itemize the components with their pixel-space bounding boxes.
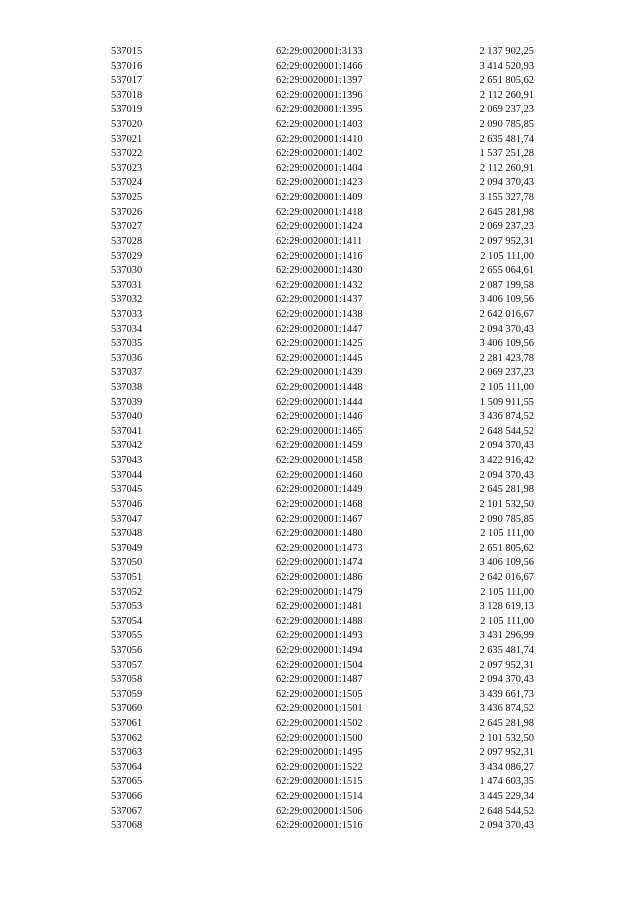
cadastral-number: 62:29:0020001:1460 (276, 469, 363, 481)
cadastral-value: 3 436 874,52 (479, 703, 534, 715)
cadastral-number: 62:29:0020001:1439 (276, 367, 363, 379)
cadastral-value: 3 434 086,27 (479, 761, 534, 773)
row-number: 537016 (111, 60, 143, 72)
cadastral-value: 3 422 916,42 (479, 455, 534, 467)
table-row (0, 279, 640, 294)
row-number: 537053 (111, 601, 143, 613)
table-row (0, 366, 640, 381)
row-number: 537048 (111, 528, 143, 540)
table-row (0, 235, 640, 250)
row-number: 537031 (111, 279, 143, 291)
row-number: 537025 (111, 192, 143, 204)
cadastral-value: 2 635 481,74 (479, 644, 534, 656)
row-number: 537035 (111, 338, 143, 350)
table-row (0, 702, 640, 717)
cadastral-number: 62:29:0020001:1465 (276, 425, 363, 437)
table-row (0, 600, 640, 615)
table-row (0, 819, 640, 834)
cadastral-number: 62:29:0020001:1502 (276, 718, 363, 730)
cadastral-value: 1 537 251,28 (479, 148, 534, 160)
cadastral-value: 1 474 603,35 (479, 776, 534, 788)
cadastral-value: 2 635 481,74 (479, 133, 534, 145)
cadastral-number: 62:29:0020001:1424 (276, 221, 363, 233)
row-number: 537034 (111, 323, 143, 335)
table-row (0, 103, 640, 118)
cadastral-value: 2 112 260,91 (479, 89, 534, 101)
cadastral-number: 62:29:0020001:1403 (276, 119, 363, 131)
row-number: 537064 (111, 761, 143, 773)
cadastral-value: 2 651 805,62 (479, 542, 534, 554)
row-number: 537067 (111, 805, 143, 817)
cadastral-number: 62:29:0020001:1515 (276, 776, 363, 788)
cadastral-number: 62:29:0020001:1505 (276, 688, 363, 700)
row-number: 537027 (111, 221, 143, 233)
table-row (0, 250, 640, 265)
cadastral-value: 2 645 281,98 (479, 718, 534, 730)
table-row (0, 498, 640, 513)
table-row (0, 586, 640, 601)
cadastral-value: 2 648 544,52 (479, 425, 534, 437)
table-row (0, 761, 640, 776)
cadastral-value: 2 069 237,23 (479, 367, 534, 379)
row-number: 537022 (111, 148, 143, 160)
row-number: 537032 (111, 294, 143, 306)
cadastral-value: 2 137 902,25 (479, 46, 534, 57)
table-row (0, 264, 640, 279)
row-number: 537056 (111, 644, 143, 656)
cadastral-value: 2 651 805,62 (479, 75, 534, 87)
table-row (0, 629, 640, 644)
table-row (0, 425, 640, 440)
cadastral-number: 62:29:0020001:1495 (276, 747, 363, 759)
row-number: 537052 (111, 586, 143, 598)
row-number: 537040 (111, 411, 143, 423)
cadastral-value: 2 105 111,00 (480, 382, 534, 394)
row-number: 537044 (111, 469, 143, 481)
row-number: 537055 (111, 630, 143, 642)
row-number: 537039 (111, 396, 143, 408)
row-number: 537068 (111, 820, 143, 832)
row-number: 537050 (111, 557, 143, 569)
cadastral-value: 3 436 874,52 (479, 411, 534, 423)
cadastral-value: 2 097 952,31 (479, 659, 534, 671)
cadastral-value: 2 112 260,91 (479, 162, 534, 174)
row-number: 537024 (111, 177, 143, 189)
row-number: 537057 (111, 659, 143, 671)
table-row (0, 513, 640, 528)
cadastral-number: 62:29:0020001:1468 (276, 498, 363, 510)
cadastral-number: 62:29:0020001:1466 (276, 60, 363, 72)
cadastral-value: 2 645 281,98 (479, 484, 534, 496)
cadastral-value: 3 128 619,13 (479, 601, 534, 613)
cadastral-value: 2 094 370,43 (479, 177, 534, 189)
cadastral-number: 62:29:0020001:1479 (276, 586, 363, 598)
table-row (0, 337, 640, 352)
cadastral-value: 3 406 109,56 (479, 294, 534, 306)
row-number: 537026 (111, 206, 143, 218)
cadastral-number: 62:29:0020001:1488 (276, 615, 363, 627)
cadastral-number: 62:29:0020001:1449 (276, 484, 363, 496)
row-number: 537038 (111, 382, 143, 394)
row-number: 537060 (111, 703, 143, 715)
table-row (0, 775, 640, 790)
table-row (0, 746, 640, 761)
row-number: 537046 (111, 498, 143, 510)
table-row (0, 717, 640, 732)
table-row (0, 293, 640, 308)
row-number: 537054 (111, 615, 143, 627)
table-row (0, 790, 640, 805)
cadastral-value: 2 094 370,43 (479, 323, 534, 335)
row-number: 537028 (111, 235, 143, 247)
cadastral-value: 2 105 111,00 (480, 528, 534, 540)
cadastral-number: 62:29:0020001:1397 (276, 75, 363, 87)
cadastral-value: 2 097 952,31 (479, 235, 534, 247)
cadastral-number: 62:29:0020001:1411 (276, 235, 363, 247)
row-number: 537058 (111, 674, 143, 686)
cadastral-number: 62:29:0020001:1425 (276, 338, 363, 350)
cadastral-number: 62:29:0020001:1395 (276, 104, 363, 116)
row-number: 537043 (111, 455, 143, 467)
cadastral-value: 2 655 064,61 (479, 265, 534, 277)
table-row (0, 308, 640, 323)
row-number: 537059 (111, 688, 143, 700)
cadastral-number: 62:29:0020001:1446 (276, 411, 363, 423)
table-row (0, 542, 640, 557)
table-row (0, 454, 640, 469)
cadastral-number: 62:29:0020001:1481 (276, 601, 363, 613)
cadastral-number: 62:29:0020001:1522 (276, 761, 363, 773)
row-number: 537019 (111, 104, 143, 116)
cadastral-value: 2 105 111,00 (480, 250, 534, 262)
table-row (0, 396, 640, 411)
table-row (0, 60, 640, 75)
row-number: 537021 (111, 133, 143, 145)
cadastral-value: 3 155 327,78 (479, 192, 534, 204)
cadastral-value: 3 414 520,93 (479, 60, 534, 72)
table-row (0, 556, 640, 571)
table-row (0, 352, 640, 367)
cadastral-number: 62:29:0020001:1444 (276, 396, 363, 408)
cadastral-number: 62:29:0020001:1473 (276, 542, 363, 554)
cadastral-value: 2 090 785,85 (479, 119, 534, 131)
table-row (0, 732, 640, 747)
table-row (0, 469, 640, 484)
table-row (0, 805, 640, 820)
table-row (0, 118, 640, 133)
cadastral-number: 62:29:0020001:1430 (276, 265, 363, 277)
table-row (0, 323, 640, 338)
cadastral-value: 3 406 109,56 (479, 338, 534, 350)
cadastral-value: 3 439 661,73 (479, 688, 534, 700)
cadastral-number: 62:29:0020001:1474 (276, 557, 363, 569)
cadastral-number: 62:29:0020001:1514 (276, 791, 363, 803)
row-number: 537065 (111, 776, 143, 788)
table-row (0, 147, 640, 162)
table-row (0, 133, 640, 148)
row-number: 537066 (111, 791, 143, 803)
cadastral-value: 2 105 111,00 (480, 615, 534, 627)
cadastral-value: 2 069 237,23 (479, 104, 534, 116)
cadastral-value: 2 281 423,78 (479, 352, 534, 364)
row-number: 537017 (111, 75, 143, 87)
cadastral-number: 62:29:0020001:1467 (276, 513, 363, 525)
cadastral-number: 62:29:0020001:1404 (276, 162, 363, 174)
cadastral-value: 2 094 370,43 (479, 674, 534, 686)
cadastral-number: 62:29:0020001:1504 (276, 659, 363, 671)
cadastral-number: 62:29:0020001:1506 (276, 805, 363, 817)
row-number: 537015 (111, 46, 143, 57)
cadastral-value: 2 105 111,00 (480, 586, 534, 598)
cadastral-value: 1 509 911,55 (479, 396, 534, 408)
row-number: 537029 (111, 250, 143, 262)
cadastral-number: 62:29:0020001:1487 (276, 674, 363, 686)
cadastral-value: 2 094 370,43 (479, 820, 534, 832)
cadastral-value: 3 406 109,56 (479, 557, 534, 569)
cadastral-value: 2 069 237,23 (479, 221, 534, 233)
cadastral-number: 62:29:0020001:1402 (276, 148, 363, 160)
cadastral-number: 62:29:0020001:1418 (276, 206, 363, 218)
cadastral-value: 2 090 785,85 (479, 513, 534, 525)
cadastral-number: 62:29:0020001:1480 (276, 528, 363, 540)
table-row (0, 176, 640, 191)
cadastral-value: 2 645 281,98 (479, 206, 534, 218)
cadastral-number: 62:29:0020001:1445 (276, 352, 363, 364)
cadastral-number: 62:29:0020001:1459 (276, 440, 363, 452)
table-row (0, 162, 640, 177)
cadastral-number: 62:29:0020001:1423 (276, 177, 363, 189)
row-number: 537023 (111, 162, 143, 174)
cadastral-number: 62:29:0020001:1458 (276, 455, 363, 467)
cadastral-number: 62:29:0020001:1494 (276, 644, 363, 656)
table-row (0, 410, 640, 425)
row-number: 537061 (111, 718, 143, 730)
cadastral-value: 3 445 229,34 (479, 791, 534, 803)
table-row (0, 527, 640, 542)
table-row (0, 688, 640, 703)
cadastral-value: 2 087 199,58 (479, 279, 534, 291)
cadastral-number: 62:29:0020001:1501 (276, 703, 363, 715)
row-number: 537047 (111, 513, 143, 525)
table-row (0, 220, 640, 235)
cadastral-value: 2 101 532,50 (479, 498, 534, 510)
row-number: 537037 (111, 367, 143, 379)
row-number: 537018 (111, 89, 143, 101)
table-row (0, 439, 640, 454)
cadastral-number: 62:29:0020001:1438 (276, 308, 363, 320)
cadastral-value: 2 094 370,43 (479, 440, 534, 452)
table-row (0, 615, 640, 630)
cadastral-value: 2 094 370,43 (479, 469, 534, 481)
row-number: 537036 (111, 352, 143, 364)
row-number: 537020 (111, 119, 143, 131)
cadastral-value: 3 431 296,99 (479, 630, 534, 642)
cadastral-number: 62:29:0020001:1437 (276, 294, 363, 306)
row-number: 537049 (111, 542, 143, 554)
row-number: 537033 (111, 308, 143, 320)
table-row (0, 191, 640, 206)
cadastral-value: 2 101 532,50 (479, 732, 534, 744)
row-number: 537045 (111, 484, 143, 496)
cadastral-value: 2 648 544,52 (479, 805, 534, 817)
cadastral-number: 62:29:0020001:1416 (276, 250, 363, 262)
cadastral-number: 62:29:0020001:1493 (276, 630, 363, 642)
table-row (0, 45, 640, 60)
table-row (0, 483, 640, 498)
row-number: 537051 (111, 571, 143, 583)
cadastral-value: 2 642 016,67 (479, 571, 534, 583)
row-number: 537041 (111, 425, 143, 437)
table-row (0, 206, 640, 221)
cadastral-number: 62:29:0020001:1486 (276, 571, 363, 583)
cadastral-number: 62:29:0020001:1410 (276, 133, 363, 145)
cadastral-number: 62:29:0020001:1448 (276, 382, 363, 394)
cadastral-number: 62:29:0020001:3133 (276, 46, 363, 57)
data-table (0, 45, 640, 834)
table-row (0, 659, 640, 674)
row-number: 537063 (111, 747, 143, 759)
cadastral-number: 62:29:0020001:1500 (276, 732, 363, 744)
table-row (0, 89, 640, 104)
table-row (0, 644, 640, 659)
table-row (0, 571, 640, 586)
table-row (0, 74, 640, 89)
row-number: 537062 (111, 732, 143, 744)
cadastral-number: 62:29:0020001:1447 (276, 323, 363, 335)
cadastral-number: 62:29:0020001:1432 (276, 279, 363, 291)
table-row (0, 673, 640, 688)
table-row (0, 381, 640, 396)
cadastral-number: 62:29:0020001:1516 (276, 820, 363, 832)
row-number: 537030 (111, 265, 143, 277)
cadastral-value: 2 097 952,31 (479, 747, 534, 759)
row-number: 537042 (111, 440, 143, 452)
cadastral-number: 62:29:0020001:1396 (276, 89, 363, 101)
cadastral-number: 62:29:0020001:1409 (276, 192, 363, 204)
cadastral-value: 2 642 016,67 (479, 308, 534, 320)
